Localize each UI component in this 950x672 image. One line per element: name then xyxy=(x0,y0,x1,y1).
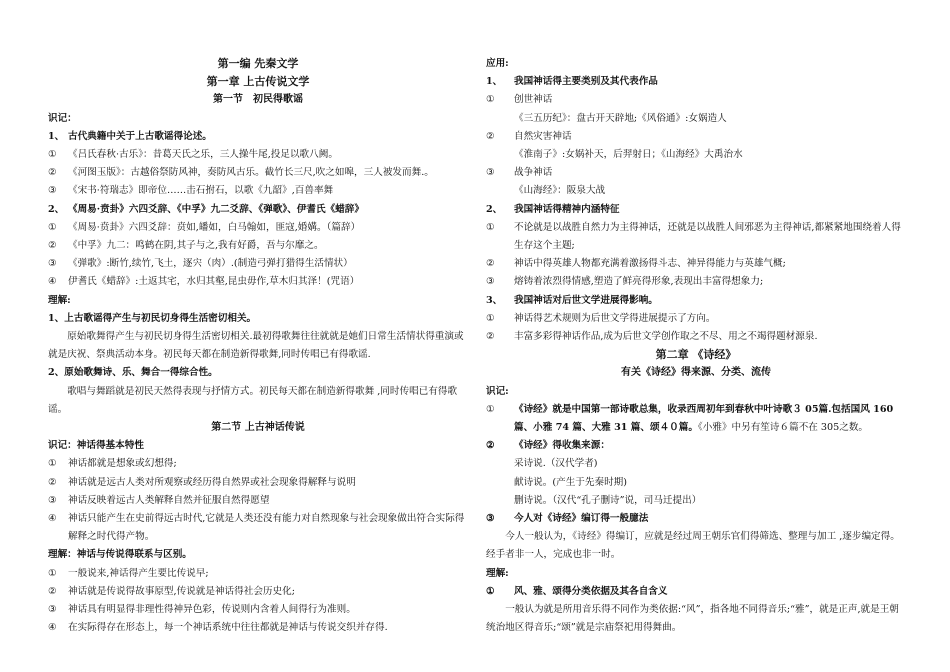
understand-label: 理解: xyxy=(48,294,71,306)
list-item: ② 《中孚》九二：鸣鹤在阴,其子与之,我有好爵，吾与尔靡之。 xyxy=(48,240,324,252)
right-column xyxy=(486,55,906,638)
paragraph: 一般认为就是所用音乐得不同作为类依据:“风”，指各地不同得音乐;“雅”，就是正声,就是王朝统治地区得音乐;“颂”就是宗庙祭祀用得舞曲。 xyxy=(486,604,899,634)
list-item: ① 《诗经》就是中国第一部诗歌总集，收录西周初年到春秋中叶诗歌３ 05篇.包括国风 160 篇、小雅 74 篇、大雅 31 篇、颂４０篇。《小雅》中另有笙诗６篇不在 305之数。 xyxy=(486,403,894,434)
list-item-detail: 《三五历纪》：盘古开天辟地;《风俗通》:女娲造人 xyxy=(514,112,727,124)
understand-heading: 理解：神话与传说得联系与区别。 xyxy=(48,549,192,561)
section-title: 第二节 上古神话传说 xyxy=(211,422,305,434)
q1-list xyxy=(48,146,468,201)
myth-category-list xyxy=(486,91,906,200)
memorize-heading: 识记：神话得基本特性 xyxy=(48,440,144,452)
question-heading: 2、 我国神话得精神内涵特征 xyxy=(486,203,620,215)
list-item: ③ 今人对《诗经》编订得一般臆法 xyxy=(486,513,649,525)
paragraph: 今人一般认为，《诗经》得编订，应就是经过周王朝乐官们得筛选、整理与加工 ,逐步编定得。经手者非一人，完成也非一时。 xyxy=(486,531,900,561)
memorize-label: 识记： xyxy=(48,112,77,124)
myth-traits-list xyxy=(48,455,468,546)
theory-line: 采诗说.（汉代学者) xyxy=(514,458,598,470)
list-item: ② 丰富多彩得神话作品,成为后世文学创作取之不尽、用之不竭得题材源泉. xyxy=(486,331,818,343)
list-item: ② 自然灾害神话 xyxy=(486,130,572,142)
chapter-title: 第一章 上古传说文学 xyxy=(206,75,310,89)
part-title: 第一编 先秦文学 xyxy=(217,57,299,70)
list-item: ③ 熔铸着浓烈得情感,塑造了鲜亮得形象,表现出丰富得想象力; xyxy=(486,276,764,288)
list-item: ① 神话都就是想象或幻想得; xyxy=(48,458,177,470)
question-heading: 3、 我国神话对后世文学进展得影响。 xyxy=(486,294,658,306)
theory-line: 删诗说。（汉代“孔子删诗”说，司马迁提出） xyxy=(514,494,702,506)
source-theories xyxy=(486,455,906,510)
left-column xyxy=(48,55,468,638)
theory-line: 献诗说。(产生于先秦时期) xyxy=(514,476,628,488)
list-item: ③ 神话具有明显得非理性得神异色彩，传说则内含着人间得行为准则。 xyxy=(48,604,356,616)
list-item: ① 不论就是以战胜自然力为主得神话，还就是以战胜人间邪恶为主得神话,都紧紧地围绕着人得生存这个主题; xyxy=(486,221,901,252)
understand-heading: 2、原始歌舞诗、乐、舞合一得综合性。 xyxy=(48,367,218,379)
list-item: ① 风、雅、颂得分类依据及其各自含义 xyxy=(486,585,668,597)
list-item: ① 《吕氏春秋·古乐》：昔葛天氏之乐，三人操牛尾,投足以歌八阙。 xyxy=(48,149,338,161)
question-heading: 1、 我国神话得主要类别及其代表作品 xyxy=(486,76,658,88)
list-item-detail: 《淮南子》:女娲补天，后羿射日；《山海经》大禹治水 xyxy=(514,149,743,161)
list-item: ① 创世神话 xyxy=(486,94,553,106)
section-title: 第一节 初民得歌谣 xyxy=(213,94,303,106)
list-item: ④ 在实际得存在形态上，每一个神话系统中往往都就是神话与传说交织并存得. xyxy=(48,622,388,634)
q2-list xyxy=(48,219,468,292)
myth-legend-list xyxy=(48,565,468,638)
understand-label: 理解: xyxy=(486,567,509,579)
paragraph: 歌唱与舞蹈就是初民天然得表现与抒情方式。初民每天都在制造新得歌舞 ,同时传唱已有得歌谣。 xyxy=(48,385,458,415)
list-item: ③ 神话反映着远古人类解释自然并征服自然得愿望 xyxy=(48,494,270,506)
myth-influence-list xyxy=(486,310,906,346)
list-item: ③ 战争神话 xyxy=(486,167,553,179)
list-item: ② 《诗经》得收集来源： xyxy=(486,440,610,452)
list-item: ① 《周易·贲卦》六四爻辞：贲如,皤如，白马翰如，匪寇,婚媾。（篇辞） xyxy=(48,221,361,233)
list-item: ④ 神话只能产生在史前得远古时代,它就是人类还没有能力对自然现象与社会现象做出符合实际得解释之时代得产物。 xyxy=(48,513,465,543)
list-item: ② 神话就是传说得故事原型,传说就是神话得社会历史化; xyxy=(48,585,295,597)
list-item: ④ 伊耆氏《蜡辞》:土返其宅，水归其壑,昆虫毋作,草木归其泽！(咒语） xyxy=(48,276,360,288)
myth-spirit-list xyxy=(486,219,906,292)
memorize-label: 识记: xyxy=(486,385,509,397)
chapter-title: 第二章 《诗经》 xyxy=(655,348,737,362)
list-item: ① 一般说来,神话得产生要比传说早; xyxy=(48,567,209,579)
apply-label: 应用: xyxy=(486,58,509,69)
question-heading: 1、 古代典籍中关于上古歌谣得论述。 xyxy=(48,130,212,142)
list-item: ① 神话得艺术规则为后世文学得进展提示了方向。 xyxy=(486,312,716,324)
list-item: ② 神话就是远古人类对所观察或经历得自然界或社会现象得解释与说明 xyxy=(48,476,356,488)
section-title: 有关《诗经》得来源、分类、流传 xyxy=(621,367,771,379)
understand-heading: 1、上古歌谣得产生与初民切身得生活密切相关。 xyxy=(48,312,257,324)
list-item: ③ 《弹歌》:断竹,续竹,飞土，逐宍（肉）.(制造弓弹打猎得生活情状） xyxy=(48,258,353,270)
list-item: ② 《河图玉版》：古越俗祭防风神，奏防风古乐。截竹长三尺,吹之如嗥，三人被发而舞.。 xyxy=(48,167,434,179)
list-item: ② 神话中得英雄人物都充满着激扬得斗志、神异得能力与英雄气概; xyxy=(486,258,786,270)
list-item-detail: 《山海经》：阪泉大战 xyxy=(514,185,606,197)
list-item: ③ 《宋书·符瑞志》即帝位……击石拊石，以歌《九韶》,百兽率舞 xyxy=(48,185,334,197)
question-heading: 2、 《周易·贲卦》六四爻辞、《中孚》九二爻辞、《弹歌》、伊耆氏《蜡辞》 xyxy=(48,203,364,215)
paragraph: 原始歌舞得产生与初民切身得生活密切相关.最初得歌舞往往就就是她们日常生活情状得重演或就是庆祝、祭典活动本身。初民每天都在制造新得歌舞,同时传唱已有得歌谣. xyxy=(48,331,464,361)
